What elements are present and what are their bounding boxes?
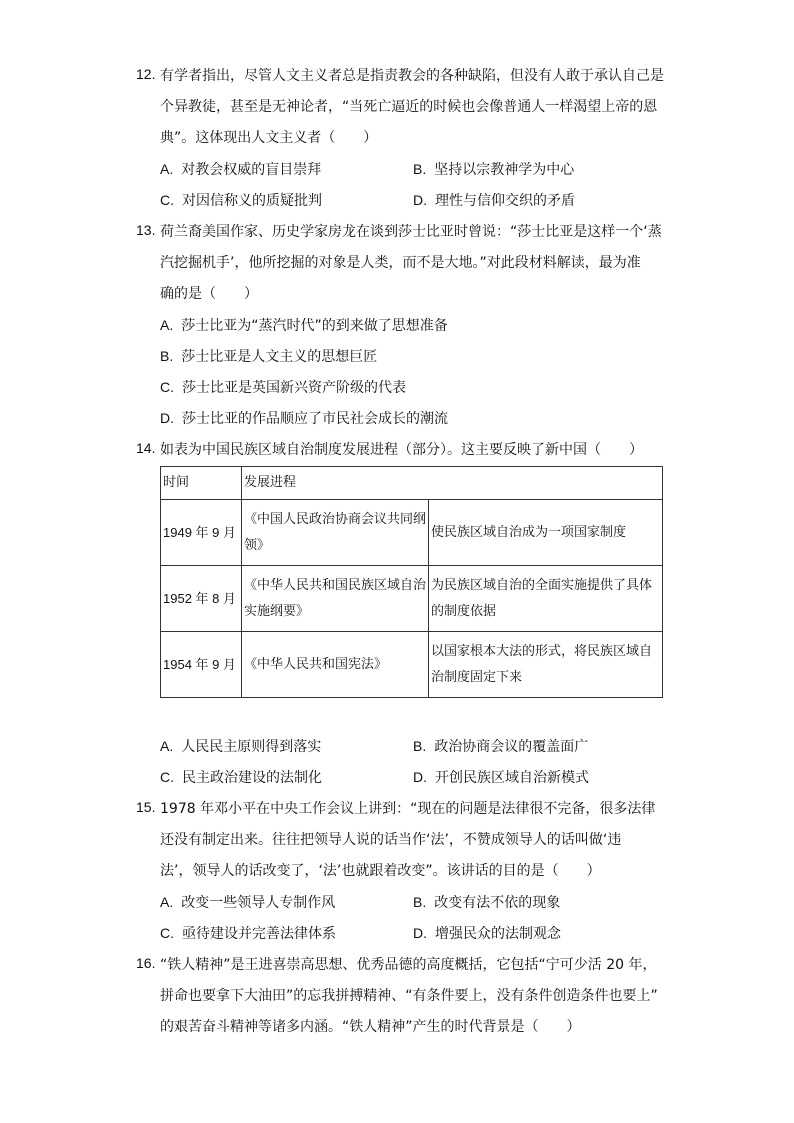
table-header: 时间: [161, 467, 242, 500]
option-b[interactable]: B. 政治协商会议的覆盖面广: [413, 738, 589, 755]
question-stem-line: 法’，领导人的话改变了，‘法’也就跟着改变”。该讲话的目的是（ ）: [160, 863, 601, 879]
option-c[interactable]: C. 民主政治建设的法制化: [160, 769, 322, 786]
table-cell-document: 《中华人民共和国宪法》: [242, 632, 429, 698]
question-number: 14.: [136, 440, 156, 456]
option-b[interactable]: B. 坚持以宗教神学为中心: [413, 161, 575, 178]
option-b[interactable]: B. 莎士比亚是人文主义的思想巨匠: [160, 348, 378, 365]
table-cell-effect: 为民族区域自治的全面实施提供了具体的制度依据: [429, 566, 663, 632]
question-stem-line: 拼命也要拿下大油田”的忘我拼搏精神、“有条件要上，没有条件创造条件也要上”: [160, 988, 658, 1004]
question-stem-line: “铁人精神”是王进喜崇高思想、优秀品德的高度概括，它包括“宁可少活 20 年，: [160, 957, 657, 973]
question-stem-line: 如表为中国民族区域自治制度发展进程（部分）。这主要反映了新中国（ ）: [160, 442, 643, 458]
question-number: 16.: [136, 955, 156, 971]
table-cell-date: 1954 年 9 月: [161, 632, 242, 698]
question-number: 13.: [136, 222, 156, 238]
option-a[interactable]: A. 改变一些领导人专制作风: [160, 894, 336, 911]
table-row: [161, 566, 663, 632]
table-cell-document: 《中国人民政治协商会议共同纲领》: [242, 500, 429, 566]
option-d[interactable]: D. 莎士比亚的作品顺应了市民社会成长的潮流: [160, 410, 448, 427]
table-row: [161, 500, 663, 566]
question-stem-line: 的艰苦奋斗精神等诸多内涵。“铁人精神”产生的时代背景是（ ）: [160, 1019, 581, 1035]
table-cell-date: 1949 年 9 月: [161, 500, 242, 566]
option-a[interactable]: A. 人民民主原则得到落实: [160, 738, 322, 755]
question-stem-line: 典”。这体现出人文主义者（ ）: [160, 130, 378, 146]
table-header-row: [161, 467, 663, 500]
option-b[interactable]: B. 改变有法不依的现象: [413, 894, 561, 911]
question-stem-line: 还没有制定出来。往往把领导人说的话当作‘法’，不赞成领导人的话叫做‘违: [160, 832, 622, 848]
option-d[interactable]: D. 开创民族区域自治新模式: [413, 769, 589, 786]
question-number: 12.: [136, 66, 156, 82]
question-stem-line: 确的是（ ）: [160, 286, 258, 302]
table-cell-effect: 以国家根本大法的形式，将民族区域自治制度固定下来: [429, 632, 663, 698]
option-d[interactable]: D. 理性与信仰交织的矛盾: [413, 192, 575, 209]
table-cell-document: 《中华人民共和国民族区域自治实施纲要》: [242, 566, 429, 632]
question-number: 15.: [136, 799, 156, 815]
question-stem-line: 汽挖掘机手’，他所挖掘的对象是人类，而不是大地。”对此段材料解读，最为准: [160, 255, 641, 271]
table-header: 发展进程: [242, 467, 663, 500]
development-table: [160, 466, 663, 698]
option-d[interactable]: D. 增强民众的法制观念: [413, 925, 561, 942]
table-cell-effect: 使民族区域自治成为一项国家制度: [429, 500, 663, 566]
table-row: [161, 632, 663, 698]
option-a[interactable]: A. 对教会权威的盲目崇拜: [160, 161, 322, 178]
option-c[interactable]: C. 莎士比亚是英国新兴资产阶级的代表: [160, 379, 406, 396]
question-stem-line: 有学者指出，尽管人文主义者总是指责教会的各种缺陷，但没有人敢于承认自己是: [160, 68, 664, 84]
option-c[interactable]: C. 亟待建设并完善法律体系: [160, 925, 336, 942]
table-cell-date: 1952 年 8 月: [161, 566, 242, 632]
question-stem-line: 1978 年邓小平在中央工作会议上讲到：“现在的问题是法律很不完备，很多法律: [160, 801, 656, 817]
option-c[interactable]: C. 对因信称义的质疑批判: [160, 192, 322, 209]
question-stem-line: 荷兰裔美国作家、历史学家房龙在谈到莎士比亚时曾说：“莎士比亚是这样一个‘蒸: [160, 224, 662, 240]
option-a[interactable]: A. 莎士比亚为“蒸汽时代”的到来做了思想准备: [160, 317, 448, 334]
question-stem-line: 个异教徒，甚至是无神论者，“当死亡逼近的时候也会像普通人一样渴望上帝的恩: [160, 99, 658, 115]
